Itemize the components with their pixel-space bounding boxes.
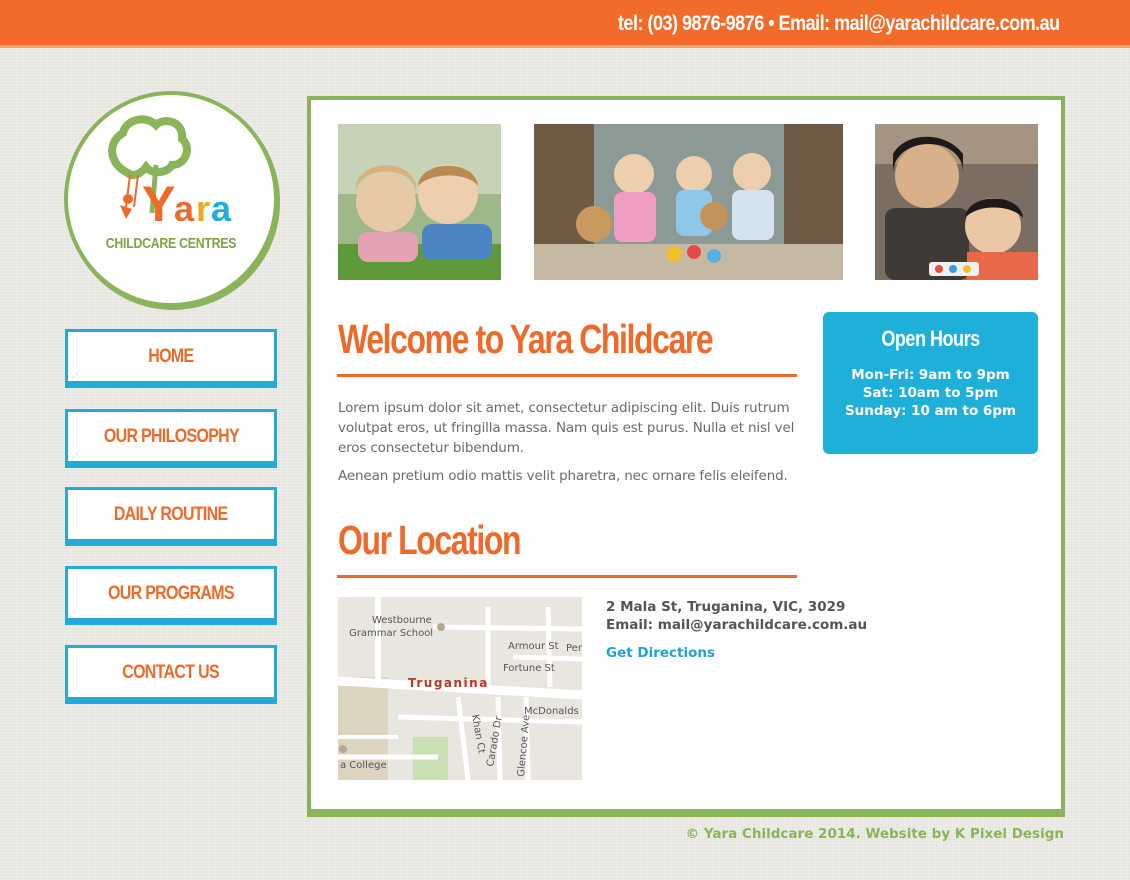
map-label-carado: Carado Dr xyxy=(485,715,505,768)
welcome-heading: Welcome to Yara Childcare xyxy=(338,316,713,362)
map-label-college: a College xyxy=(340,760,387,771)
welcome-paragraph-2: Aenean pretium odio mattis velit pharetra, nec ornare felis eleifend. xyxy=(338,468,788,484)
map-label-armour: Armour St xyxy=(508,641,559,652)
map-label-khan: Khan Ct xyxy=(469,713,487,755)
school-marker-icon xyxy=(437,623,445,631)
nav-our-programs[interactable] xyxy=(65,566,277,625)
svg-text:r: r xyxy=(196,188,211,229)
location-divider xyxy=(337,575,797,578)
open-hours-saturday: Sat: 10am to 5pm xyxy=(862,385,999,401)
map-label-per: Per xyxy=(566,643,582,654)
map-label-mcdonalds: McDonalds xyxy=(524,706,579,717)
map-label-suburb: Truganina xyxy=(408,676,489,690)
logo[interactable] xyxy=(64,91,278,307)
welcome-divider xyxy=(337,374,797,377)
footer-credit: © Yara Childcare 2014. Website by K Pixel Design xyxy=(685,826,1064,842)
location-heading: Our Location xyxy=(338,517,521,563)
header-contact: tel: (03) 9876-9876 • Email: mail@yarachildcare.com.au xyxy=(618,12,1060,35)
get-directions-link[interactable]: Get Directions xyxy=(606,645,716,661)
nav-contact-us[interactable] xyxy=(65,645,277,704)
map-label-glencoe: Glencoe Ave xyxy=(516,714,533,778)
svg-text:a: a xyxy=(211,188,232,229)
open-hours-sunday: Sunday: 10 am to 6pm xyxy=(844,403,1017,419)
nav-home-label: HOME xyxy=(148,345,194,367)
map-label-school: Westbourne xyxy=(372,615,432,626)
content-panel xyxy=(307,96,1065,817)
open-hours-box xyxy=(823,312,1038,454)
nav-home[interactable] xyxy=(65,329,277,388)
open-hours-weekdays: Mon-Fri: 9am to 9pm xyxy=(851,367,1010,383)
map-label-fortune: Fortune St xyxy=(503,663,555,674)
location-address: 2 Mala St, Truganina, VIC, 3029 xyxy=(606,599,846,615)
nav-our-philosophy-label: OUR PHILOSOPHY xyxy=(103,425,239,447)
nav-contact-us-label: CONTACT US xyxy=(122,661,220,683)
nav-daily-routine-label: DAILY ROUTINE xyxy=(114,503,228,525)
top-bar xyxy=(0,0,1130,48)
nav-daily-routine[interactable] xyxy=(65,487,277,546)
welcome-paragraph-1: Lorem ipsum dolor sit amet, consectetur adipiscing elit. Duis rutrum volutpat eros, ut fringilla massa. Nam quis est purus. Nulla et nisl vel eros consectetur bibendum. xyxy=(338,400,795,456)
svg-text:a: a xyxy=(174,188,195,229)
logo-tree-icon xyxy=(68,95,274,303)
open-hours-title: Open Hours xyxy=(881,326,980,351)
location-email: Email: mail@yarachildcare.com.au xyxy=(606,617,868,633)
svg-text:Y: Y xyxy=(142,176,176,232)
photo-kids-teddy-party xyxy=(534,124,843,280)
location-map[interactable] xyxy=(338,597,582,780)
nav-our-programs-label: OUR PROGRAMS xyxy=(108,582,234,604)
logo-subtitle: CHILDCARE CENTRES xyxy=(105,235,237,252)
map-label-school2: Grammar School xyxy=(349,628,434,639)
photo-child-painting xyxy=(875,124,1038,280)
nav-our-philosophy[interactable] xyxy=(65,409,277,468)
college-marker-icon xyxy=(339,745,347,753)
photo-kids-grass xyxy=(338,124,501,280)
